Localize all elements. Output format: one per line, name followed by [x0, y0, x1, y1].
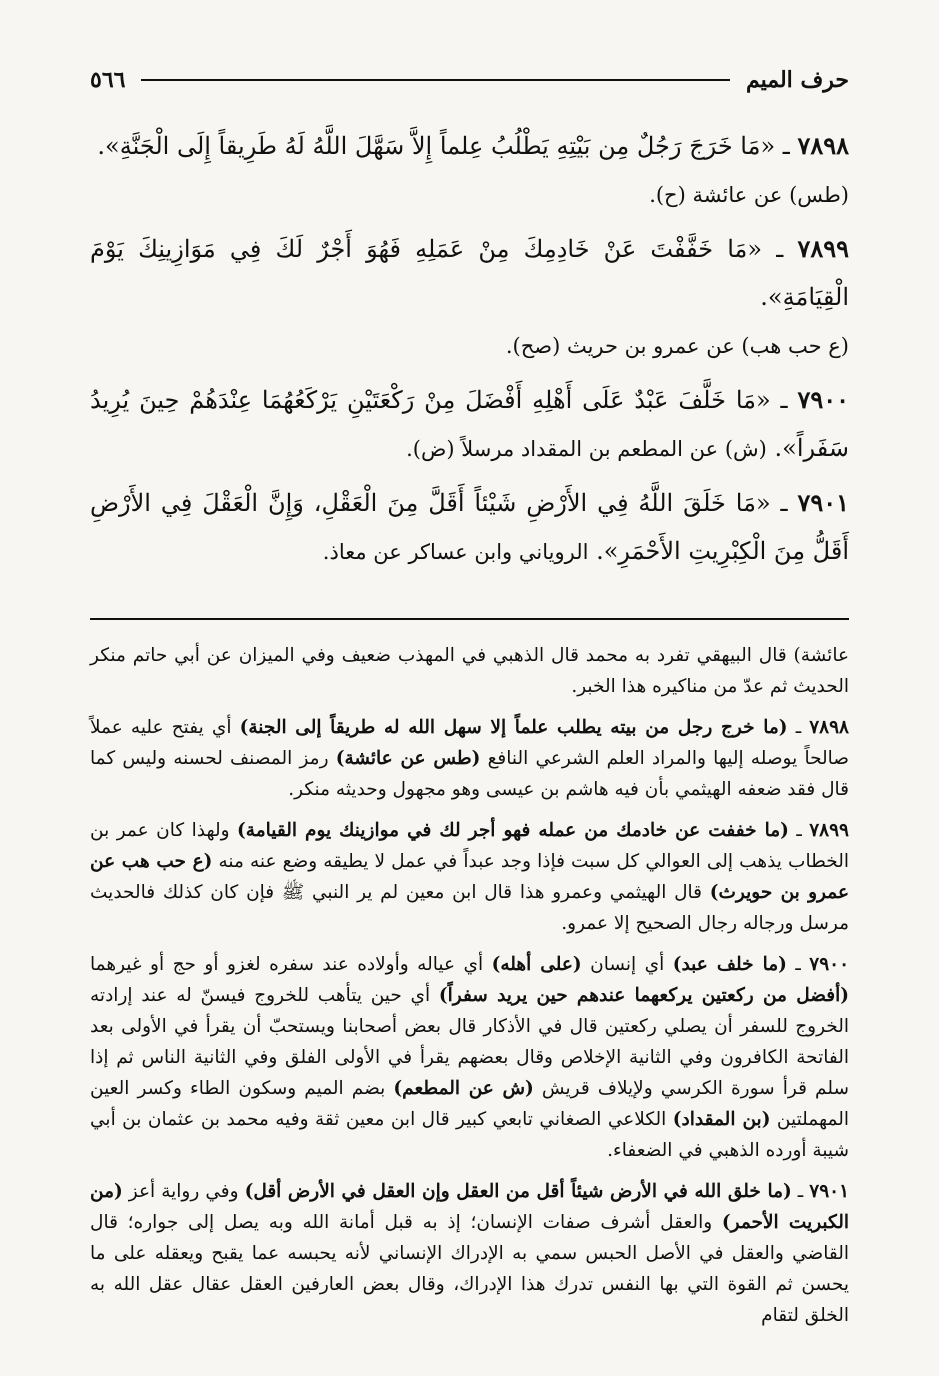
hadith-source: (ع حب هب) عن عمرو بن حريث (صح). — [505, 334, 849, 358]
commentary-section — [90, 640, 849, 1331]
page-header — [90, 60, 849, 100]
commentary-text: أي عياله وأولاده عند سفره لغزو أو حج أو غيرهما — [90, 954, 492, 975]
hadith-text: «مَا خَرَجَ رَجُلٌ مِن بَيْتِهِ يَطْلُبُ عِلماً إِلاَّ سَهَّلَ اللَّهُ لَهُ طَرِيقاً إِلَى الْجَنَّةِ». — [97, 132, 776, 160]
commentary-ref: (طس عن عائشة) — [335, 748, 481, 769]
section-title: حرف الميم — [745, 67, 849, 93]
commentary-ref: (ش عن المطعم) — [393, 1078, 534, 1099]
hadith-7898: ٧٨٩٨ ـ «مَا خَرَجَ رَجُلٌ مِن بَيْتِهِ يَطْلُبُ عِلماً إِلاَّ سَهَّلَ اللَّهُ لَهُ طَرِيقاً إِلَى الْجَنَّةِ». (طس) عن عائشة (ح). — [97, 131, 849, 207]
commentary-number: ٧٩٠٠ — [809, 954, 850, 975]
commentary-7901: ٧٩٠١ ـ (ما خلق الله في الأرض شيئاً أقل من العقل وإن العقل في الأرض أقل) وفي رواية أعز (من الكبريت الأحمر) والعقل أشرف صفات الإنسان؛ إذ به قبل أمانة الله وبه يصل إلى جواره؛ قال القاضي والعقل في الأصل الحبس سمي به الإدراك الإنساني لأنه يحبسه عما يقبح ويعقله على ما يحسن ثم القوة التي بها النفس تدرك هذا الإدراك، وقال بعض العارفين العقل عقال عقل الله به الخلق لتقام — [90, 1181, 850, 1326]
hadith-number: ٧٨٩٨ — [797, 131, 849, 160]
commentary-text: والعقل أشرف صفات الإنسان؛ إذ به قبل أمانة الله وبه يصل إلى جواره؛ قال القاضي والعقل في الأصل الحبس سمي به الإدراك الإنساني لأنه يحبسه عما يقبح ويعقله على ما يحسن ثم القوة التي بها النفس تدرك هذا الإدراك، وقال بعض العارفين العقل عقال عقل الله به الخلق لتقام — [90, 1212, 849, 1326]
commentary-text: وفي رواية أعز — [122, 1181, 245, 1202]
page-number: ٥٦٦ — [90, 67, 126, 93]
commentary-intro — [90, 640, 849, 702]
commentary-text: عائشة) قال البيهقي تفرد به محمد قال الذهبي في المهذب ضعيف وفي الميزان عن أبي حاتم منكر الحديث ثم عدّ من مناكيره هذا الخبر. — [90, 645, 849, 697]
commentary-ref: (على أهله) — [491, 954, 582, 975]
hadith-source: (طس) عن عائشة (ح). — [649, 183, 849, 207]
commentary-text: رمز المصنف لحسنه وليس كما قال فقد ضعفه الهيثمي بأن فيه هاشم بن عيسى وهو مجهول وحديثه منكر. — [90, 748, 849, 800]
commentary-text: أي يفتح عليه عملاً صالحاً يوصله إليها والمراد العلم الشرعي النافع — [90, 717, 849, 769]
commentary-number: ٧٨٩٩ — [809, 820, 849, 841]
hadith-text: «مَا خَفَّفْتَ عَنْ خَادِمِكَ مِنْ عَمَلِهِ فَهُوَ أَجْرٌ لَكَ فِي مَوَازِينِكَ يَوْمَ الْقِيَامَةِ». — [90, 235, 849, 311]
commentary-lemma: (أفضل من ركعتين يركعهما عندهم حين يريد سفراً) — [438, 985, 850, 1006]
commentary-lemma: (ما خرج رجل من بيته يطلب علماً إلا سهل الله له طريقاً إلى الجنة) — [239, 717, 788, 738]
hadith-text: «مَا خَلَقَ اللَّهُ فِي الأَرْضِ شَيْئاً أَقَلَّ مِنَ الْعَقْلِ، وَإِنَّ الْعَقْلَ فِي الأَرْضِ أَقَلُّ مِنَ الْكِبْرِيتِ الأَحْمَرِ». — [90, 489, 849, 565]
hadith-number: ٧٩٠١ — [797, 488, 849, 517]
hadith-7899: ٧٨٩٩ ـ «مَا خَفَّفْتَ عَنْ خَادِمِكَ مِنْ عَمَلِهِ فَهُوَ أَجْرٌ لَكَ فِي مَوَازِينِكَ يَوْمَ الْقِيَامَةِ». (ع حب هب) عن عمرو بن حريث (صح). — [90, 234, 849, 358]
commentary-ref: (ع حب هب عن عمرو بن حويرث) — [90, 851, 849, 903]
commentary-ref: (بن المقداد) — [672, 1109, 771, 1130]
hadith-text-section — [90, 122, 849, 576]
hadith-source: (ش) عن المطعم بن المقداد مرسلاً (ض). — [406, 437, 767, 461]
commentary-7898: ٧٨٩٨ ـ (ما خرج رجل من بيته يطلب علماً إلا سهل الله له طريقاً إلى الجنة) أي يفتح عليه عملاً صالحاً يوصله إليها والمراد العلم الشرعي النافع (طس عن عائشة) رمز المصنف لحسنه وليس كما قال فقد ضعفه الهيثمي بأن فيه هاشم بن عيسى وهو مجهول وحديثه منكر. — [90, 717, 849, 800]
hadith-source: الروياني وابن عساكر عن معاذ. — [322, 540, 589, 564]
commentary-7900: ٧٩٠٠ ـ (ما خلف عبد) أي إنسان (على أهله) أي عياله وأولاده عند سفره لغزو أو حج أو غيرهما (أفضل من ركعتين يركعهما عندهم حين يريد سفراً) أي حين يتأهب للخروج فيسنّ له عند إرادته الخروج للسفر أن يصلي ركعتين قال في الأذكار قال بعض أصحابنا ويستحبّ أن يقرأ في الأولى بعد الفاتحة الكافرون وفي الثانية الإخلاص وقال بعضهم يقرأ في الأولى الفلق وفي الثانية الناس ثم إذا سلم قرأ سورة الكرسي ولإيلاف قريش (ش عن المطعم) بضم الميم وسكون الطاء وكسر العين المهملتين (بن المقداد) الكلاعي الصغاني تابعي كبير قال ابن معين ثقة وفيه محمد بن عثمان بن أبي شيبة أورده الذهبي في الضعفاء. — [90, 954, 850, 1161]
commentary-text: بضم الميم وسكون الطاء وكسر العين المهملتين — [90, 1078, 849, 1130]
commentary-text: ولهذا كان عمر بن الخطاب يذهب إلى العوالي كل سبت فإذا وجد عبداً في عمل لا يطيقه وضع عنه منه — [90, 820, 849, 872]
hadith-number: ٧٩٠٠ — [797, 385, 849, 414]
header-rule — [141, 79, 730, 81]
footnote-divider — [90, 618, 849, 620]
hadith-text: «مَا خَلَّفَ عَبْدٌ عَلَى أَهْلِهِ أَفْضَلَ مِنْ رَكْعَتَيْنِ يَرْكَعُهُمَا عِنْدَهُمْ حِينَ يُرِيدُ سَفَراً». — [90, 386, 849, 462]
commentary-lemma: (من الكبريت الأحمر) — [90, 1181, 850, 1233]
commentary-7899: ٧٨٩٩ ـ (ما خففت عن خادمك من عمله فهو أجر لك في موازينك يوم القيامة) ولهذا كان عمر بن الخطاب يذهب إلى العوالي كل سبت فإذا وجد عبداً في عمل لا يطيقه وضع عنه منه (ع حب هب عن عمرو بن حويرث) قال الهيثمي وعمرو هذا قال ابن معين لم ير النبي ﷺ فإن كان كذلك فالحديث مرسل ورجاله رجال الصحيح إلا عمرو. — [90, 820, 849, 934]
commentary-lemma: (ما خففت عن خادمك من عمله فهو أجر لك في موازينك يوم القيامة) — [237, 820, 789, 841]
hadith-7901: ٧٩٠١ ـ «مَا خَلَقَ اللَّهُ فِي الأَرْضِ شَيْئاً أَقَلَّ مِنَ الْعَقْلِ، وَإِنَّ الْعَقْلَ فِي الأَرْضِ أَقَلُّ مِنَ الْكِبْرِيتِ الأَحْمَرِ». الروياني وابن عساكر عن معاذ. — [90, 488, 849, 565]
commentary-lemma: (ما خلف عبد) — [672, 954, 787, 975]
hadith-7900: ٧٩٠٠ ـ «مَا خَلَّفَ عَبْدٌ عَلَى أَهْلِهِ أَفْضَلَ مِنْ رَكْعَتَيْنِ يَرْكَعُهُمَا عِنْدَهُمْ حِينَ يُرِيدُ سَفَراً». (ش) عن المطعم بن المقداد مرسلاً (ض). — [90, 385, 849, 462]
commentary-number: ٧٨٩٨ — [809, 717, 849, 738]
commentary-text: أي إنسان — [581, 954, 673, 975]
commentary-lemma: (ما خلق الله في الأرض شيئاً أقل من العقل وإن العقل في الأرض أقل) — [244, 1181, 792, 1202]
hadith-number: ٧٨٩٩ — [797, 234, 849, 263]
commentary-number: ٧٩٠١ — [809, 1181, 850, 1202]
commentary-text: أي حين يتأهب للخروج فيسنّ له عند إرادته الخروج للسفر أن يصلي ركعتين قال في الأذكار قال بعض أصحابنا ويستحبّ أن يقرأ في الأولى بعد الفاتحة الكافرون وفي الثانية الإخلاص وقال بعضهم يقرأ في الأولى الفلق وفي الثانية الناس ثم إذا سلم قرأ سورة الكرسي ولإيلاف قريش — [90, 985, 849, 1099]
commentary-text: قال الهيثمي وعمرو هذا قال ابن معين لم ير النبي ﷺ فإن كان كذلك فالحديث مرسل ورجاله رجال الصحيح إلا عمرو. — [90, 882, 849, 934]
commentary-text: الكلاعي الصغاني تابعي كبير قال ابن معين ثقة وفيه محمد بن عثمان بن أبي شيبة أورده الذهبي في الضعفاء. — [90, 1109, 849, 1161]
